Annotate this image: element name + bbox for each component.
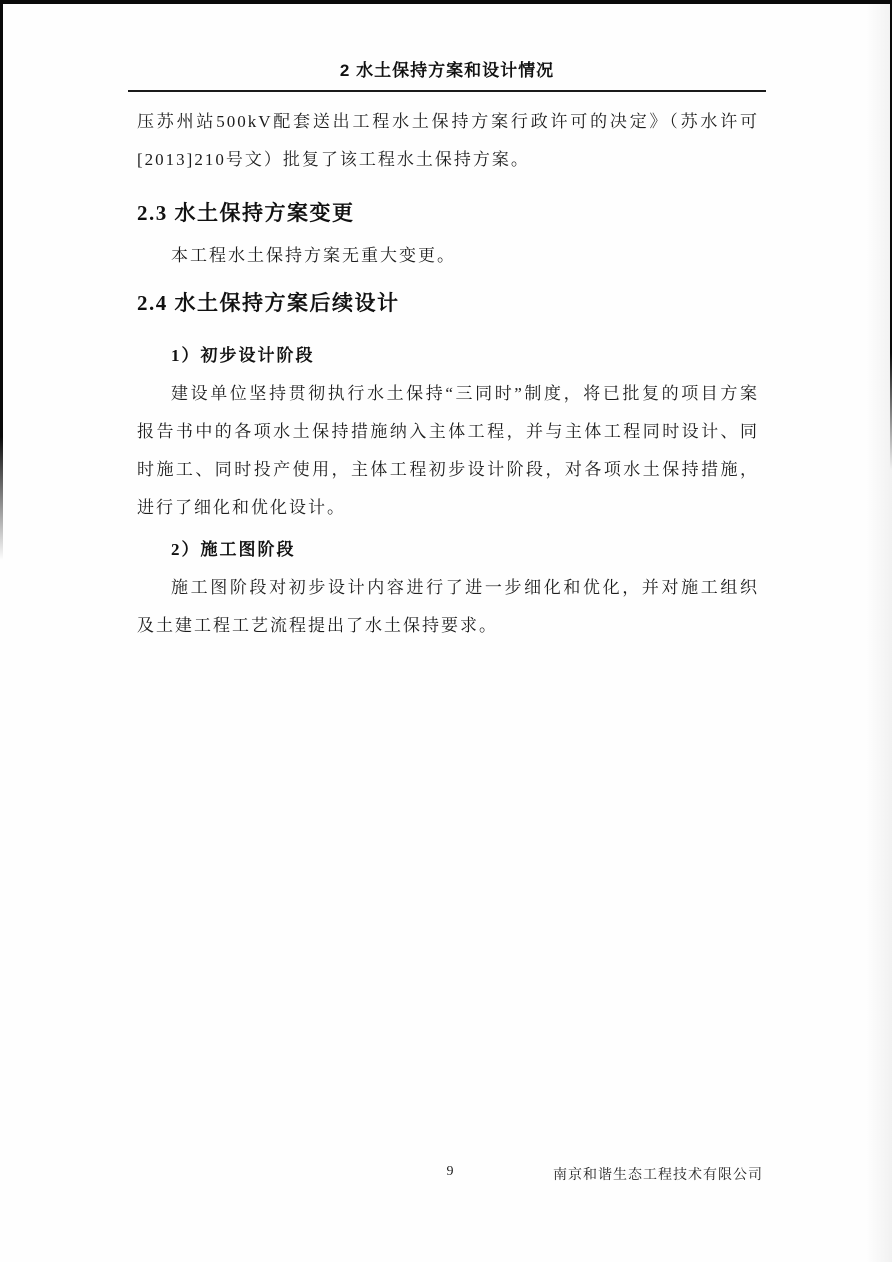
page-header bbox=[128, 56, 766, 92]
document-content bbox=[137, 103, 759, 645]
section-2-3-heading: 2.3 水土保持方案变更 bbox=[137, 201, 355, 225]
subsection-2-paragraph: 施工图阶段对初步设计内容进行了进一步细化和优化，并对施工组织及土建工程工艺流程提出了水土保持要求。 bbox=[137, 578, 759, 635]
company-name: 南京和谐生态工程技术有限公司 bbox=[553, 1168, 763, 1183]
scan-edge-top bbox=[0, 0, 892, 4]
scan-shade-right bbox=[866, 0, 892, 1262]
scan-edge-left bbox=[0, 0, 3, 560]
page-number: 9 bbox=[446, 1164, 454, 1179]
intro-paragraph: 压苏州站500kV配套送出工程水土保持方案行政许可的决定》（苏水许可[2013]210号文）批复了该工程水土保持方案。 bbox=[137, 112, 759, 169]
section-2-3-paragraph: 本工程水土保持方案无重大变更。 bbox=[171, 246, 456, 265]
subsection-1-paragraph: 建设单位坚持贯彻执行水土保持“三同时”制度，将已批复的项目方案报告书中的各项水土保持措施纳入主体工程，并与主体工程同时设计、同时施工、同时投产使用，主体工程初步设计阶段，对各项水土保持措施，进行了细化和优化设计。 bbox=[137, 384, 759, 517]
page-footer bbox=[137, 1164, 763, 1186]
section-2-4-heading: 2.4 水土保持方案后续设计 bbox=[137, 291, 400, 315]
subsection-1-heading: 1）初步设计阶段 bbox=[171, 346, 315, 365]
page-header-title: 2 水土保持方案和设计情况 bbox=[339, 61, 555, 80]
subsection-2-heading: 2）施工图阶段 bbox=[171, 540, 296, 559]
